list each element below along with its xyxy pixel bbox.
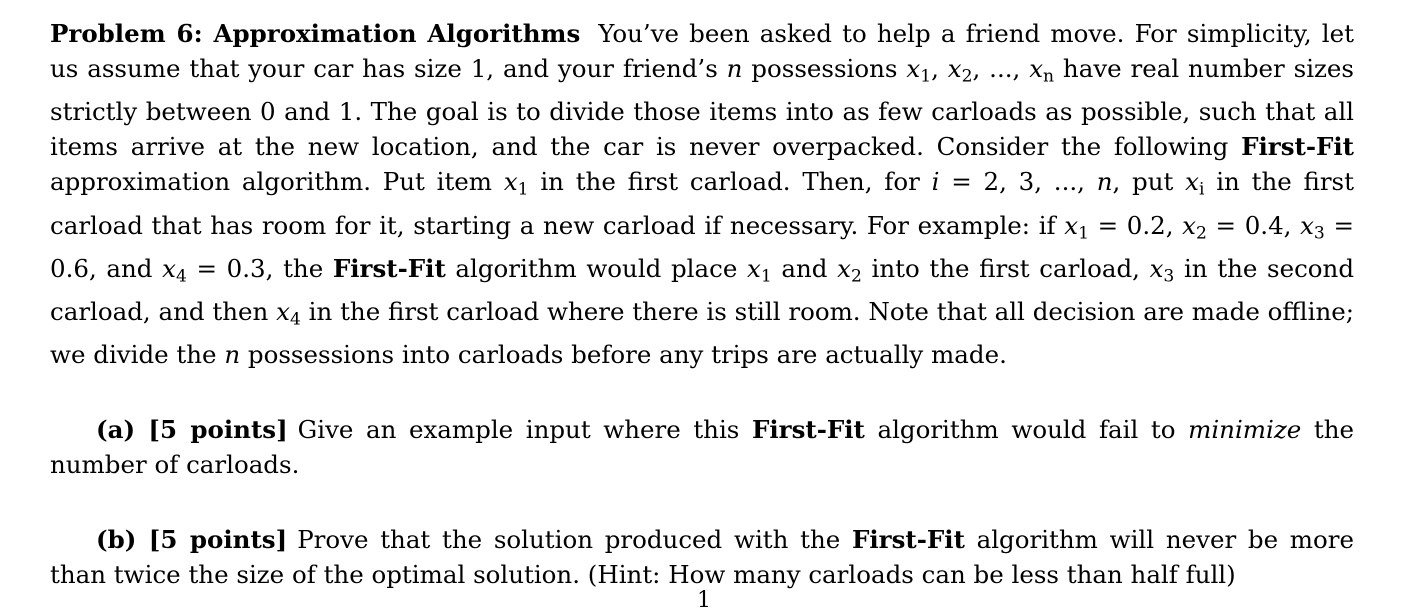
problem-statement — [50, 16, 1354, 372]
math-subscript: 2 — [850, 266, 862, 287]
math-n: n — [224, 340, 241, 370]
emphasis-minimize: minimize — [1188, 415, 1302, 445]
math-subscript: 1 — [517, 179, 529, 200]
math-x: x — [837, 253, 851, 283]
text: have real number sizes strictly between 0 and 1. The goal is to divide those items into as few carloads as possible, such that all items arrive at the new location, and the car is never overpacked. Consider the following — [50, 54, 1355, 162]
first-fit-bold: First-Fit — [751, 415, 865, 445]
text: algorithm would place — [445, 253, 747, 283]
part-a — [50, 412, 1354, 482]
math-x: x — [1182, 210, 1196, 240]
text: possessions — [742, 54, 907, 83]
text: algorithm will never be more than twice the size of the optimal solution. (Hint: How many carloads can be less than half full) — [50, 525, 1354, 590]
text: in the first carload where there is still room. Note that all decision are made offline; we divide the — [50, 297, 1355, 370]
part-b — [50, 522, 1354, 592]
spacer — [50, 482, 1354, 522]
math-x: x — [162, 253, 176, 283]
text: , — [931, 54, 948, 83]
math-subscript: 4 — [175, 266, 187, 287]
math-n: n — [726, 54, 743, 83]
text: = 0.2, — [1088, 210, 1183, 240]
first-fit-bold: First-Fit — [1241, 132, 1354, 162]
text: approximation algorithm. Put item — [50, 167, 504, 197]
math-x: x — [1300, 210, 1314, 240]
text: = 2, 3, ..., — [939, 167, 1097, 197]
text: and — [771, 253, 838, 283]
text: into the first carload, — [861, 253, 1150, 283]
text: = 0.4, — [1206, 210, 1301, 240]
math-subscript: 3 — [1313, 222, 1325, 243]
math-subscript: 2 — [1196, 222, 1207, 243]
math-n: n — [1096, 167, 1113, 197]
text: Prove that the solution produced with the — [297, 525, 852, 555]
math-subscript: i — [1198, 179, 1205, 200]
math-x: x — [947, 54, 962, 83]
text: in the first carload that has room for it, starting a new carload if necessary. For example: if — [50, 167, 1354, 240]
spacer — [50, 372, 1354, 412]
math-x: x — [1185, 167, 1199, 197]
part-b-label: (b) [5 points] — [96, 525, 288, 555]
math-x: x — [1149, 253, 1164, 283]
math-x: x — [747, 253, 761, 283]
text: possessions into carloads before any trips are actually made. — [240, 340, 1007, 370]
text: , put — [1112, 167, 1186, 197]
text: the number of carloads. — [50, 415, 1354, 480]
text: algorithm would fail to — [864, 415, 1189, 445]
math-subscript: 1 — [920, 66, 932, 87]
math-subscript: 1 — [760, 266, 772, 287]
part-a-label: (a) [5 points] — [96, 415, 288, 445]
math-x: x — [1029, 54, 1044, 83]
math-x: x — [503, 167, 518, 197]
text: = 0.6, and — [50, 210, 1354, 283]
text: in the second carload, and then — [50, 253, 1355, 327]
text: , ..., — [972, 54, 1030, 83]
document-page — [50, 16, 1354, 592]
math-x: x — [276, 297, 290, 327]
math-x: x — [906, 54, 921, 83]
problem-title: Problem 6: Approximation Algorithms — [50, 19, 581, 48]
first-fit-bold: First-Fit — [332, 253, 446, 283]
math-subscript: 3 — [1163, 266, 1175, 287]
math-subscript: 2 — [961, 66, 973, 87]
text: = 0.3, the — [186, 253, 333, 283]
text: You’ve been asked to help a friend move. For simplicity, let us assume that your car has size 1, and your friend’s — [50, 19, 1354, 83]
math-x: x — [1064, 210, 1079, 240]
page-number: 1 — [697, 588, 711, 613]
math-i: i — [931, 167, 940, 197]
text: Give an example input where this — [297, 415, 752, 445]
text: in the first carload. Then, for — [528, 167, 932, 197]
math-subscript: 1 — [1078, 222, 1089, 243]
math-subscript: n — [1043, 66, 1055, 87]
first-fit-bold: First-Fit — [851, 525, 965, 555]
math-subscript: 4 — [289, 309, 301, 330]
